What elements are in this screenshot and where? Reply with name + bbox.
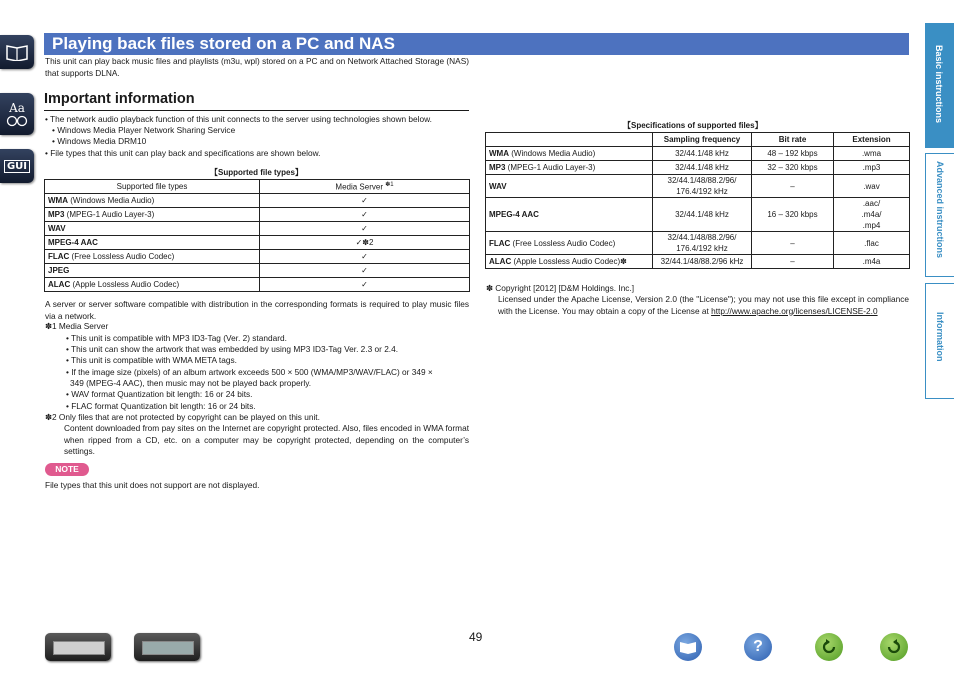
gui-label: GUI — [4, 160, 30, 173]
specs-header-cell: Sampling frequency — [653, 133, 752, 147]
footnote-1a: • This unit is compatible with MP3 ID3-Tag (Ver. 2) standard. — [66, 333, 287, 343]
format-cell: FLAC (Free Lossless Audio Codec) — [486, 232, 653, 255]
table-row — [45, 278, 470, 292]
table-row — [45, 236, 470, 250]
server-requirement-text: A server or server software compatible with distribution in the corresponding formats is required to play music files via a network. — [45, 299, 469, 321]
specs-caption: 【Specifications of supported files】 — [623, 121, 763, 130]
license-link[interactable]: http://www.apache.org/licenses/LICENSE-2.0 — [711, 305, 878, 316]
tab-basic-instructions[interactable] — [925, 23, 954, 148]
file-type-cell: MP3 (MPEG-1 Audio Layer-3) — [45, 208, 260, 222]
footnote-1b: • This unit can show the artwork that was embedded by using MP3 ID3-Tag Ver. 2.3 or 2.4. — [66, 344, 399, 354]
file-type-cell: WMA (Windows Media Audio) — [45, 194, 260, 208]
extension-cell: .wav — [834, 175, 910, 198]
receiver-rear-icon[interactable] — [134, 633, 200, 661]
gui-icon[interactable] — [0, 149, 34, 183]
support-mark-cell: ✓ — [260, 208, 470, 222]
table-row — [45, 222, 470, 236]
specs-header-cell — [486, 133, 653, 147]
supported-types-table — [44, 179, 470, 292]
bullet-1a: • Windows Media Player Network Sharing Service — [52, 125, 236, 135]
extension-cell: .wma — [834, 147, 910, 161]
contents-book-icon[interactable] — [0, 35, 34, 69]
format-cell: MP3 (MPEG-1 Audio Layer-3) — [486, 161, 653, 175]
table-row — [486, 175, 910, 198]
support-mark-cell: ✓ — [260, 222, 470, 236]
important-heading: Important information — [44, 91, 195, 107]
frequency-cell: 32/44.1/48/88.2/96 kHz — [653, 255, 752, 269]
bullet-1: • The network audio playback function of this unit connects to the server using technologies shown below. — [45, 114, 432, 124]
frequency-cell: 32/44.1/48/88.2/96/ 176.4/192 kHz — [653, 232, 752, 255]
file-type-cell: FLAC (Free Lossless Audio Codec) — [45, 250, 260, 264]
specs-header-cell: Bit rate — [752, 133, 834, 147]
bitrate-cell: 48 – 192 kbps — [752, 147, 834, 161]
file-type-cell: MPEG-4 AAC — [45, 236, 260, 250]
frequency-cell: 32/44.1/48/88.2/96/ 176.4/192 kHz — [653, 175, 752, 198]
extension-cell: .mp3 — [834, 161, 910, 175]
frequency-cell: 32/44.1/48 kHz — [653, 198, 752, 232]
tab-advanced-instructions[interactable] — [925, 153, 954, 277]
back-icon[interactable] — [815, 633, 843, 661]
bitrate-cell: 16 – 320 kbps — [752, 198, 834, 232]
footnote-1c: • This unit is compatible with WMA META tags. — [66, 355, 237, 365]
table-row — [45, 208, 470, 222]
extension-cell: .flac — [834, 232, 910, 255]
file-type-cell: WAV — [45, 222, 260, 236]
support-mark-cell: ✓✽2 — [260, 236, 470, 250]
extension-cell: .aac/ .m4a/ .mp4 — [834, 198, 910, 232]
license-body: Licensed under the Apache License, Version 2.0 (the "License"); you may not use this file except in compliance with the License. You may obtain a copy of the License at — [498, 294, 909, 316]
page-title: Playing back files stored on a PC and NAS — [52, 34, 395, 53]
footnote-1d-cont: 349 (MPEG-4 AAC), then music may not be played back properly. — [70, 378, 312, 388]
specs-header-cell: Extension — [834, 133, 910, 147]
header-text: Media Server — [335, 182, 383, 192]
footnote-mark: ✽1 — [385, 182, 394, 189]
format-cell: MPEG-4 AAC — [486, 198, 653, 232]
format-cell: WMA (Windows Media Audio) — [486, 147, 653, 161]
forward-icon[interactable] — [880, 633, 908, 661]
note-badge: NOTE — [45, 463, 89, 476]
tab-label: Advanced instructions — [935, 161, 945, 259]
file-type-cell: JPEG — [45, 264, 260, 278]
table-row — [45, 194, 470, 208]
bullet-1b: • Windows Media DRM10 — [52, 136, 147, 146]
bitrate-cell: – — [752, 232, 834, 255]
index-aa-label: Aa — [9, 101, 25, 115]
tab-label: Information — [935, 312, 945, 362]
frequency-cell: 32/44.1/48 kHz — [653, 147, 752, 161]
specs-header-row — [486, 133, 910, 147]
table-row — [486, 232, 910, 255]
table-row — [486, 161, 910, 175]
copyright-line: ✽ Copyright [2012] [D&M Holdings. Inc.] — [486, 283, 635, 293]
note-text: File types that this unit does not support are not displayed. — [45, 480, 260, 490]
license-text — [498, 294, 909, 317]
page-number: 49 — [469, 630, 483, 644]
bitrate-cell: – — [752, 175, 834, 198]
support-mark-cell: ✓ — [260, 194, 470, 208]
table-header-cell: Supported file types — [45, 180, 260, 194]
table-row — [486, 198, 910, 232]
footnote-1d: • If the image size (pixels) of an album artwork exceeds 500 × 500 (WMA/MP3/WAV/FLAC) or 349 × — [66, 367, 433, 377]
heading-rule — [44, 110, 469, 111]
specs-table — [485, 132, 910, 269]
help-icon[interactable] — [744, 633, 772, 661]
help-glyph: ? — [753, 638, 763, 655]
format-cell: WAV — [486, 175, 653, 198]
table-header-cell — [260, 180, 470, 194]
support-mark-cell: ✓ — [260, 264, 470, 278]
intro-text: This unit can play back music files and playlists (m3u, wpl) stored on a PC and on Network Attached Storage (NAS) that supports DLNA. — [45, 56, 469, 78]
footnote-1e: • WAV format Quantization bit length: 16 or 24 bits. — [66, 389, 253, 399]
receiver-front-icon[interactable] — [45, 633, 111, 661]
table-row — [486, 147, 910, 161]
table-row — [486, 255, 910, 269]
bullet-2: • File types that this unit can play back and specifications are shown below. — [45, 148, 321, 158]
frequency-cell: 32/44.1/48 kHz — [653, 161, 752, 175]
extension-cell: .m4a — [834, 255, 910, 269]
bitrate-cell: – — [752, 255, 834, 269]
file-type-cell: ALAC (Apple Lossless Audio Codec) — [45, 278, 260, 292]
tab-label: Basic instructions — [934, 45, 944, 124]
index-aa-icon[interactable] — [0, 93, 34, 135]
contents-icon[interactable] — [674, 633, 702, 661]
bitrate-cell: 32 – 320 kbps — [752, 161, 834, 175]
tab-information[interactable] — [925, 283, 954, 399]
table-row — [45, 250, 470, 264]
footnote-1f: • FLAC format Quantization bit length: 16 or 24 bits. — [66, 401, 256, 411]
footnote-1: ✽1 Media Server — [45, 321, 109, 331]
table-row — [45, 264, 470, 278]
footnote-2: ✽2 Only files that are not protected by copyright can be played on this unit. — [45, 412, 320, 422]
support-mark-cell: ✓ — [260, 250, 470, 264]
footnote-2b: Content downloaded from pay sites on the Internet are copyright protected. Also, files encoded in WMA format when ripped from a CD, etc. on a computer may be copyright protected, depending on the computer’s settings. — [64, 423, 469, 456]
title-bar — [44, 33, 909, 55]
table-header-row — [45, 180, 470, 194]
support-mark-cell: ✓ — [260, 278, 470, 292]
format-cell: ALAC (Apple Lossless Audio Codec)✽ — [486, 255, 653, 269]
supported-types-caption: 【Supported file types】 — [210, 168, 303, 177]
